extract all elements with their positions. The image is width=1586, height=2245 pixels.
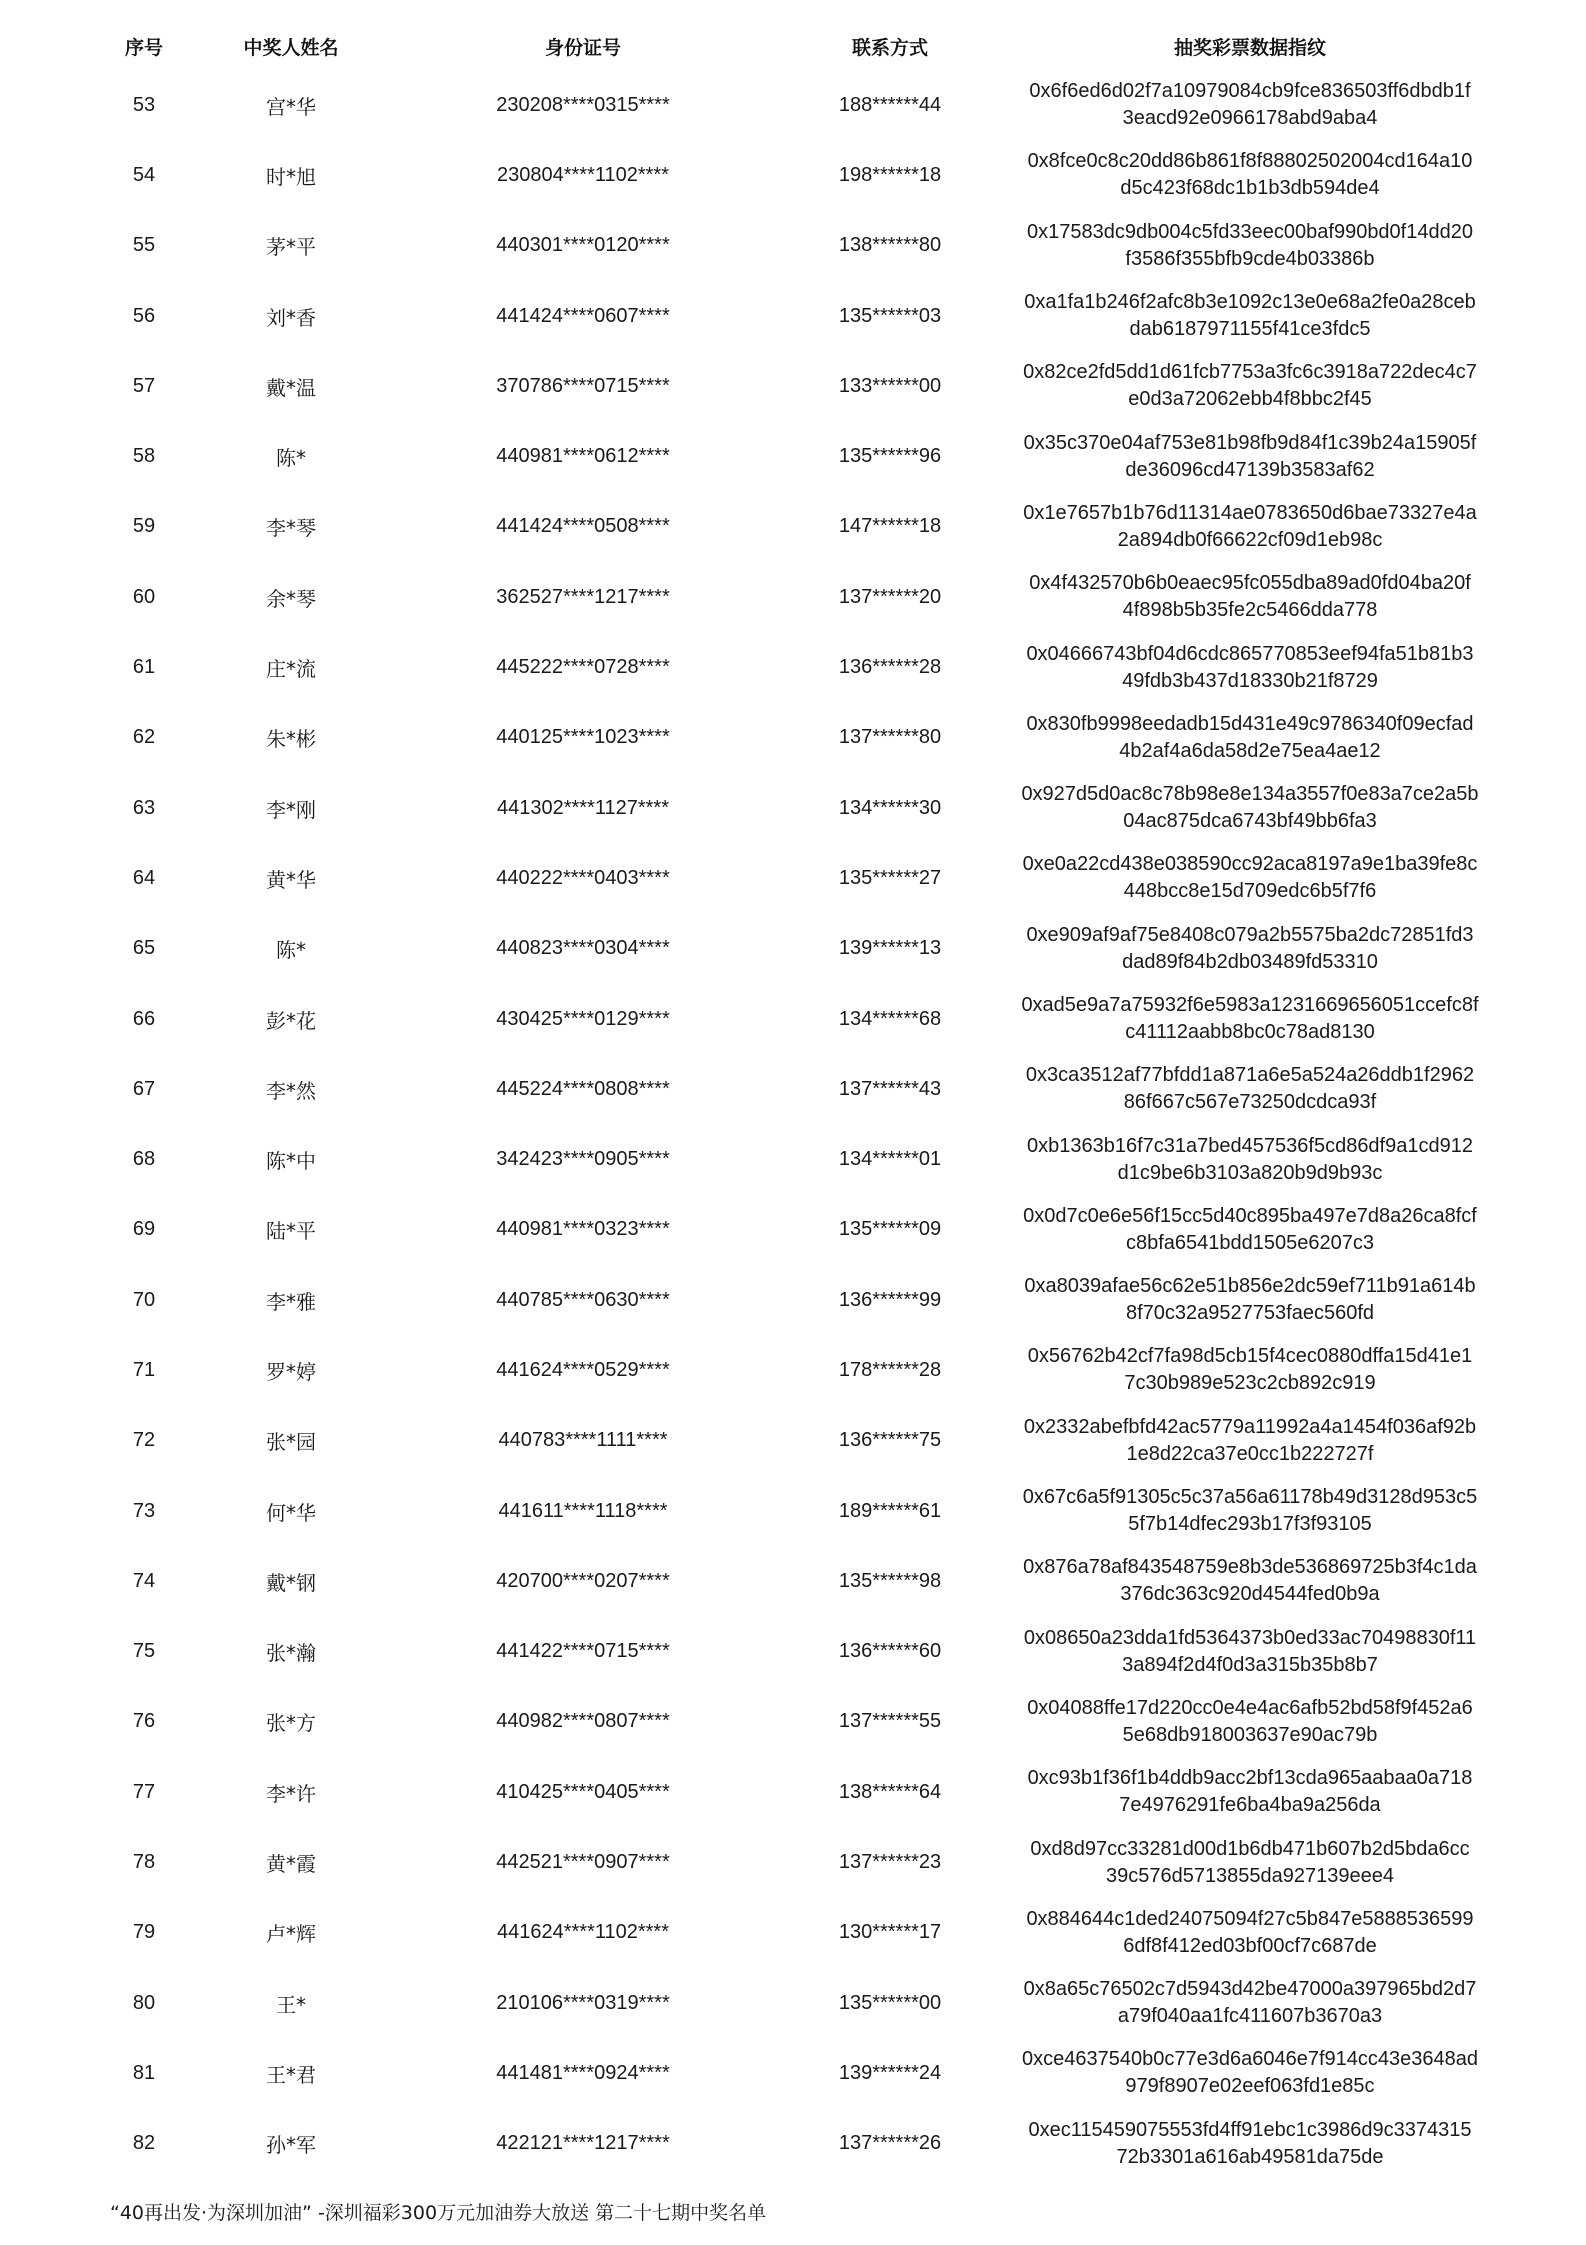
id-number-cell: 442521****0907**** xyxy=(496,1851,670,1874)
winner-name-cell: 陆*平 xyxy=(266,1219,316,1244)
id-number-cell: 210106****0319**** xyxy=(496,1991,670,2014)
contact-cell: 134******01 xyxy=(838,1148,942,1171)
header-contact: 联系方式 xyxy=(851,36,928,59)
id-number-cell: 441302****1127**** xyxy=(496,796,669,819)
winner-name-cell: 李*许 xyxy=(266,1781,316,1806)
fingerprint-line-1: 0x1e7657b1b76d11314ae0783650d6bae73327e4a xyxy=(1023,501,1477,524)
serial-number-cell: 67 xyxy=(132,1077,156,1100)
winner-name-cell: 王*君 xyxy=(266,2062,316,2087)
fingerprint-cell xyxy=(969,492,1531,562)
contact-cell: 137******23 xyxy=(838,1851,942,1874)
fingerprint-cell xyxy=(969,632,1531,702)
table-row xyxy=(61,1687,1531,1757)
fingerprint-cell xyxy=(969,1898,1531,1968)
fingerprint-line-2: 5e68db918003637e90ac79b xyxy=(1122,1723,1378,1746)
fingerprint-line-1: 0x35c370e04af753e81b98fb9d84f1c39b24a15905f xyxy=(1023,431,1477,454)
contact-cell: 135******98 xyxy=(838,1569,942,1592)
table-row xyxy=(61,1757,1531,1827)
winner-name-cell: 黄*华 xyxy=(266,867,316,892)
fingerprint-cell xyxy=(969,984,1531,1054)
fingerprint-cell xyxy=(969,1195,1531,1265)
table-body xyxy=(61,70,1531,2179)
fingerprint-cell xyxy=(969,1124,1531,1194)
winner-name-cell: 朱*彬 xyxy=(266,727,316,752)
table-row xyxy=(61,1898,1531,1968)
fingerprint-line-1: 0xec115459075553fd4ff91ebc1c3986d9c3374315 xyxy=(1028,2118,1472,2141)
serial-number-cell: 66 xyxy=(132,1007,156,1030)
id-number-cell: 230208****0315**** xyxy=(496,93,670,116)
winner-name-cell: 卢*辉 xyxy=(266,1922,316,1947)
header-id-number: 身份证号 xyxy=(544,36,621,59)
fingerprint-line-1: 0xb1363b16f7c31a7bed457536f5cd86df9a1cd912 xyxy=(1027,1134,1473,1157)
table-row xyxy=(61,1054,1531,1124)
serial-number-cell: 71 xyxy=(132,1358,156,1381)
winner-name-cell: 陈* xyxy=(276,446,306,471)
fingerprint-line-2: 3eacd92e0966178abd9aba4 xyxy=(1122,107,1378,130)
winner-name-cell: 余*琴 xyxy=(266,586,316,611)
header-row xyxy=(61,22,1531,70)
table-row xyxy=(61,703,1531,773)
fingerprint-line-2: de36096cd47139b3583af62 xyxy=(1125,458,1375,481)
serial-number-cell: 56 xyxy=(132,304,156,327)
id-number-cell: 440981****0612**** xyxy=(496,445,670,468)
winner-name-cell: 戴*钢 xyxy=(266,1570,316,1595)
contact-cell: 137******80 xyxy=(838,726,942,749)
fingerprint-cell xyxy=(969,2109,1531,2179)
fingerprint-cell xyxy=(969,281,1531,351)
list-caption: “40再出发·为深圳加油” -深圳福彩300万元加油券大放送 第二十七期中奖名单 xyxy=(110,2202,767,2224)
fingerprint-line-1: 0x6f6ed6d02f7a10979084cb9fce836503ff6dbdb1f xyxy=(1029,80,1471,103)
id-number-cell: 440783****1111**** xyxy=(498,1429,668,1452)
table-row xyxy=(61,2109,1531,2179)
fingerprint-line-2: c41112aabb8bc0c78ad8130 xyxy=(1125,1021,1375,1043)
contact-cell: 137******26 xyxy=(838,2132,942,2155)
winner-name-cell: 戴*温 xyxy=(266,375,316,400)
contact-cell: 147******18 xyxy=(838,515,942,538)
id-number-cell: 410425****0405**** xyxy=(496,1780,670,1803)
id-number-cell: 440982****0807**** xyxy=(496,1710,670,1733)
table-row xyxy=(61,914,1531,984)
fingerprint-line-1: 0x927d5d0ac8c78b98e8e134a3557f0e83a7ce2a5b xyxy=(1021,783,1479,806)
fingerprint-cell xyxy=(969,351,1531,421)
fingerprint-cell xyxy=(969,1968,1531,2038)
contact-cell: 136******75 xyxy=(838,1429,942,1452)
winner-name-cell: 庄*流 xyxy=(266,657,316,682)
fingerprint-line-2: d1c9be6b3103a820b9d9b93c xyxy=(1117,1161,1383,1184)
winner-name-cell: 时*旭 xyxy=(266,164,316,189)
fingerprint-line-1: 0xce4637540b0c77e3d6a6046e7f914cc43e3648ad xyxy=(1022,2048,1478,2071)
contact-cell: 137******43 xyxy=(838,1077,942,1100)
fingerprint-line-2: 1e8d22ca37e0cc1b222727f xyxy=(1126,1442,1374,1465)
winner-name-cell: 孙*军 xyxy=(266,2133,316,2158)
winner-name-cell: 王* xyxy=(276,1992,306,2017)
table-row xyxy=(61,843,1531,913)
fingerprint-cell xyxy=(969,1335,1531,1405)
serial-number-cell: 58 xyxy=(132,445,156,468)
fingerprint-line-2: e0d3a72062ebb4f8bbc2f45 xyxy=(1128,388,1372,411)
fingerprint-line-1: 0x04666743bf04d6cdc865770853eef94fa51b81b3 xyxy=(1026,642,1474,665)
serial-number-cell: 74 xyxy=(132,1569,156,1592)
fingerprint-line-1: 0xad5e9a7a75932f6e5983a1231669656051ccefc8f xyxy=(1021,994,1479,1016)
fingerprint-line-1: 0x3ca3512af77bfdd1a871a6e5a524a26ddb1f2962 xyxy=(1025,1064,1475,1087)
table-row xyxy=(61,1406,1531,1476)
id-number-cell: 440785****0630**** xyxy=(496,1288,670,1311)
serial-number-cell: 80 xyxy=(132,1991,156,2014)
fingerprint-line-2: d5c423f68dc1b1b3db594de4 xyxy=(1120,177,1380,200)
serial-number-cell: 60 xyxy=(132,585,156,608)
fingerprint-line-1: 0x8a65c76502c7d5943d42be47000a397965bd2d7 xyxy=(1023,1978,1477,2001)
serial-number-cell: 81 xyxy=(132,2061,156,2084)
fingerprint-line-2: a79f040aa1fc411607b3670a3 xyxy=(1117,2005,1383,2028)
fingerprint-line-2: 7e4976291fe6ba4ba9a256da xyxy=(1119,1794,1381,1817)
contact-cell: 138******80 xyxy=(838,234,942,257)
fingerprint-line-2: 39c576d5713855da927139eee4 xyxy=(1105,1864,1395,1887)
winner-name-cell: 刘*香 xyxy=(266,305,316,330)
fingerprint-line-2: 448bcc8e15d709edc6b5f7f6 xyxy=(1123,880,1377,903)
contact-cell: 130******17 xyxy=(838,1921,942,1944)
id-number-cell: 441422****0715**** xyxy=(496,1640,670,1663)
fingerprint-cell xyxy=(969,140,1531,210)
winner-name-cell: 陈*中 xyxy=(266,1149,316,1174)
fingerprint-cell xyxy=(969,773,1531,843)
id-number-cell: 362527****1217**** xyxy=(496,585,670,608)
fingerprint-line-1: 0xa8039afae56c62e51b856e2dc59ef711b91a614b xyxy=(1024,1275,1476,1298)
id-number-cell: 342423****0905**** xyxy=(496,1148,670,1171)
fingerprint-line-2: 5f7b14dfec293b17f3f93105 xyxy=(1128,1513,1372,1536)
id-number-cell: 422121****1217**** xyxy=(496,2132,670,2155)
id-number-cell: 440823****0304**** xyxy=(496,937,670,960)
serial-number-cell: 65 xyxy=(132,937,156,960)
contact-cell: 135******09 xyxy=(838,1218,942,1241)
table-row xyxy=(61,211,1531,281)
table-row xyxy=(61,2038,1531,2108)
contact-cell: 178******28 xyxy=(838,1358,942,1381)
fingerprint-line-2: 49fdb3b437d18330b21f8729 xyxy=(1122,669,1378,692)
serial-number-cell: 72 xyxy=(132,1429,156,1452)
header-ticket-fingerprint: 抽奖彩票数据指纹 xyxy=(1173,36,1326,59)
contact-cell: 135******00 xyxy=(838,1991,942,2014)
winners-table xyxy=(61,22,1531,2179)
serial-number-cell: 73 xyxy=(132,1499,156,1522)
fingerprint-line-2: 6df8f412ed03bf00cf7c687de xyxy=(1123,1934,1377,1957)
fingerprint-line-1: 0x4f432570b6b0eaec95fc055dba89ad0fd04ba20f xyxy=(1029,572,1471,595)
serial-number-cell: 70 xyxy=(132,1288,156,1311)
fingerprint-cell xyxy=(969,1687,1531,1757)
id-number-cell: 441424****0607**** xyxy=(496,304,670,327)
fingerprint-cell xyxy=(969,211,1531,281)
fingerprint-cell xyxy=(969,1546,1531,1616)
contact-cell: 136******99 xyxy=(838,1288,942,1311)
fingerprint-line-1: 0x67c6a5f91305c5c37a56a61178b49d3128d953c5 xyxy=(1022,1486,1478,1509)
id-number-cell: 230804****1102**** xyxy=(496,163,669,186)
fingerprint-line-1: 0xc93b1f36f1b4ddb9acc2bf13cda965aabaa0a718 xyxy=(1027,1767,1473,1790)
winner-name-cell: 陈* xyxy=(276,938,306,963)
id-number-cell: 440125****1023**** xyxy=(496,726,670,749)
fingerprint-cell xyxy=(969,703,1531,773)
serial-number-cell: 62 xyxy=(132,726,156,749)
fingerprint-cell xyxy=(969,1265,1531,1335)
id-number-cell: 441624****1102**** xyxy=(496,1921,669,1944)
contact-cell: 137******55 xyxy=(838,1710,942,1733)
table-row xyxy=(61,773,1531,843)
winner-name-cell: 宫*华 xyxy=(266,94,316,119)
fingerprint-line-2: f3586f355bfb9cde4b03386b xyxy=(1125,247,1375,270)
fingerprint-line-2: 376dc363c920d4544fed0b9a xyxy=(1120,1583,1380,1606)
contact-cell: 134******68 xyxy=(838,1007,942,1030)
table-row xyxy=(61,1124,1531,1194)
id-number-cell: 441481****0924**** xyxy=(496,2061,670,2084)
winner-name-cell: 李*刚 xyxy=(266,797,316,822)
id-number-cell: 441424****0508**** xyxy=(496,515,670,538)
winner-name-cell: 张*园 xyxy=(266,1430,316,1455)
contact-cell: 189******61 xyxy=(838,1499,942,1522)
serial-number-cell: 59 xyxy=(132,515,156,538)
id-number-cell: 440981****0323**** xyxy=(496,1218,670,1241)
contact-cell: 198******18 xyxy=(838,163,942,186)
fingerprint-line-2: 3a894f2d4f0d3a315b35b8b7 xyxy=(1122,1653,1378,1676)
table-header xyxy=(61,22,1531,70)
fingerprint-line-2: 979f8907e02eef063fd1e85c xyxy=(1125,2075,1375,2098)
table-row xyxy=(61,140,1531,210)
serial-number-cell: 61 xyxy=(132,656,156,679)
serial-number-cell: 57 xyxy=(132,374,156,397)
fingerprint-line-1: 0xe0a22cd438e038590cc92aca8197a9e1ba39fe8c xyxy=(1022,853,1478,876)
fingerprint-line-2: 2a894db0f66622cf09d1eb98c xyxy=(1117,528,1383,551)
contact-cell: 133******00 xyxy=(838,374,942,397)
fingerprint-cell xyxy=(969,914,1531,984)
fingerprint-cell xyxy=(969,562,1531,632)
fingerprint-cell xyxy=(969,1054,1531,1124)
table-row xyxy=(61,492,1531,562)
winner-name-cell: 何*华 xyxy=(266,1500,316,1525)
fingerprint-line-2: c8bfa6541bdd1505e6207c3 xyxy=(1125,1231,1375,1254)
header-serial-number: 序号 xyxy=(124,36,163,59)
fingerprint-cell xyxy=(969,1476,1531,1546)
id-number-cell: 445224****0808**** xyxy=(496,1077,670,1100)
winner-name-cell: 李*雅 xyxy=(266,1289,316,1314)
serial-number-cell: 76 xyxy=(132,1710,156,1733)
id-number-cell: 420700****0207**** xyxy=(496,1569,670,1592)
contact-cell: 135******27 xyxy=(838,866,942,889)
table-row xyxy=(61,1546,1531,1616)
fingerprint-line-2: 7c30b989e523c2cb892c919 xyxy=(1124,1372,1376,1395)
table-row xyxy=(61,1968,1531,2038)
winner-name-cell: 张*方 xyxy=(266,1711,316,1736)
id-number-cell: 441611****1118**** xyxy=(498,1499,668,1522)
fingerprint-cell xyxy=(969,2038,1531,2108)
serial-number-cell: 64 xyxy=(132,866,156,889)
fingerprint-line-2: dab6187971155f41ce3fdc5 xyxy=(1129,318,1371,341)
fingerprint-line-2: dad89f84b2db03489fd53310 xyxy=(1122,950,1378,973)
table-row xyxy=(61,351,1531,421)
fingerprint-cell xyxy=(969,1617,1531,1687)
fingerprint-cell xyxy=(969,1827,1531,1897)
winner-name-cell: 李*琴 xyxy=(266,516,316,541)
fingerprint-cell xyxy=(969,843,1531,913)
fingerprint-line-1: 0x82ce2fd5dd1d61fcb7753a3fc6c3918a722dec4c7 xyxy=(1023,361,1477,384)
serial-number-cell: 77 xyxy=(132,1780,156,1803)
fingerprint-cell xyxy=(969,1406,1531,1476)
id-number-cell: 370786****0715**** xyxy=(496,374,670,397)
fingerprint-cell xyxy=(969,421,1531,491)
table-row xyxy=(61,1335,1531,1405)
fingerprint-line-1: 0xa1fa1b246f2afc8b3e1092c13e0e68a2fe0a28ceb xyxy=(1024,291,1476,314)
winner-name-cell: 李*然 xyxy=(266,1078,316,1103)
serial-number-cell: 53 xyxy=(132,93,156,116)
id-number-cell: 440301****0120**** xyxy=(496,234,670,257)
contact-cell: 135******03 xyxy=(838,304,942,327)
table-row xyxy=(61,632,1531,702)
contact-cell: 135******96 xyxy=(838,445,942,468)
table-row xyxy=(61,1265,1531,1335)
serial-number-cell: 69 xyxy=(132,1218,156,1241)
id-number-cell: 445222****0728**** xyxy=(496,656,670,679)
fingerprint-line-2: 4b2af4a6da58d2e75ea4ae12 xyxy=(1119,739,1381,762)
table-row xyxy=(61,421,1531,491)
serial-number-cell: 54 xyxy=(132,163,156,186)
fingerprint-line-1: 0x884644c1ded24075094f27c5b847e5888536599 xyxy=(1026,1907,1474,1930)
serial-number-cell: 55 xyxy=(132,234,156,257)
fingerprint-line-1: 0x830fb9998eedadb15d431e49c9786340f09ecfad xyxy=(1026,712,1474,735)
contact-cell: 138******64 xyxy=(838,1780,942,1803)
fingerprint-line-2: 8f70c32a9527753faec560fd xyxy=(1125,1302,1374,1325)
contact-cell: 134******30 xyxy=(838,796,942,819)
table-row xyxy=(61,70,1531,140)
contact-cell: 139******13 xyxy=(838,937,942,960)
winner-name-cell: 茅*平 xyxy=(266,235,316,260)
table-row xyxy=(61,1827,1531,1897)
fingerprint-line-1: 0x8fce0c8c20dd86b861f8f88802502004cd164a10 xyxy=(1027,150,1473,173)
winner-name-cell: 黄*霞 xyxy=(266,1852,316,1877)
fingerprint-line-1: 0x08650a23dda1fd5364373b0ed33ac70498830f11 xyxy=(1023,1626,1477,1649)
contact-cell: 137******20 xyxy=(838,585,942,608)
id-number-cell: 441624****0529**** xyxy=(496,1358,670,1381)
table-row xyxy=(61,1617,1531,1687)
winner-name-cell: 彭*花 xyxy=(266,1008,316,1033)
fingerprint-line-1: 0xe909af9af75e8408c079a2b5575ba2dc72851fd3 xyxy=(1026,923,1474,946)
table-row xyxy=(61,984,1531,1054)
id-number-cell: 430425****0129**** xyxy=(496,1007,670,1030)
fingerprint-line-2: 04ac875dca6743bf49bb6fa3 xyxy=(1123,810,1377,833)
winner-name-cell: 罗*婷 xyxy=(266,1359,316,1384)
fingerprint-line-1: 0x17583dc9db004c5fd33eec00baf990bd0f14dd20 xyxy=(1027,220,1473,243)
header-winner-name: 中奖人姓名 xyxy=(243,36,339,59)
fingerprint-line-2: 86f667c567e73250dcdca93f xyxy=(1123,1091,1377,1114)
serial-number-cell: 79 xyxy=(132,1921,156,1944)
fingerprint-line-2: 4f898b5b35fe2c5466dda778 xyxy=(1122,599,1378,622)
fingerprint-line-1: 0x2332abefbfd42ac5779a11992a4a1454f036af92b xyxy=(1023,1415,1477,1438)
contact-cell: 188******44 xyxy=(838,93,942,116)
serial-number-cell: 63 xyxy=(132,796,156,819)
fingerprint-line-1: 0x56762b42cf7fa98d5cb15f4cec0880dffa15d41e1 xyxy=(1027,1345,1473,1368)
contact-cell: 136******28 xyxy=(838,656,942,679)
table-row xyxy=(61,562,1531,632)
fingerprint-cell xyxy=(969,1757,1531,1827)
fingerprint-line-1: 0x0d7c0e6e56f15cc5d40c895ba497e7d8a26ca8fcf xyxy=(1023,1204,1477,1227)
fingerprint-line-1: 0x876a78af843548759e8b3de536869725b3f4c1da xyxy=(1023,1556,1477,1579)
id-number-cell: 440222****0403**** xyxy=(496,866,670,889)
fingerprint-line-1: 0xd8d97cc33281d00d1b6db471b607b2d5bda6cc xyxy=(1030,1837,1470,1860)
serial-number-cell: 82 xyxy=(132,2132,156,2155)
contact-cell: 136******60 xyxy=(838,1640,942,1663)
fingerprint-line-2: 72b3301a616ab49581da75de xyxy=(1116,2145,1384,2168)
table-row xyxy=(61,1195,1531,1265)
contact-cell: 139******24 xyxy=(838,2061,942,2084)
serial-number-cell: 68 xyxy=(132,1148,156,1171)
serial-number-cell: 78 xyxy=(132,1851,156,1874)
fingerprint-cell xyxy=(969,70,1531,140)
table-row xyxy=(61,281,1531,351)
table-row xyxy=(61,1476,1531,1546)
serial-number-cell: 75 xyxy=(132,1640,156,1663)
winner-name-cell: 张*瀚 xyxy=(266,1641,316,1666)
fingerprint-line-1: 0x04088ffe17d220cc0e4e4ac6afb52bd58f9f452a6 xyxy=(1027,1696,1473,1719)
